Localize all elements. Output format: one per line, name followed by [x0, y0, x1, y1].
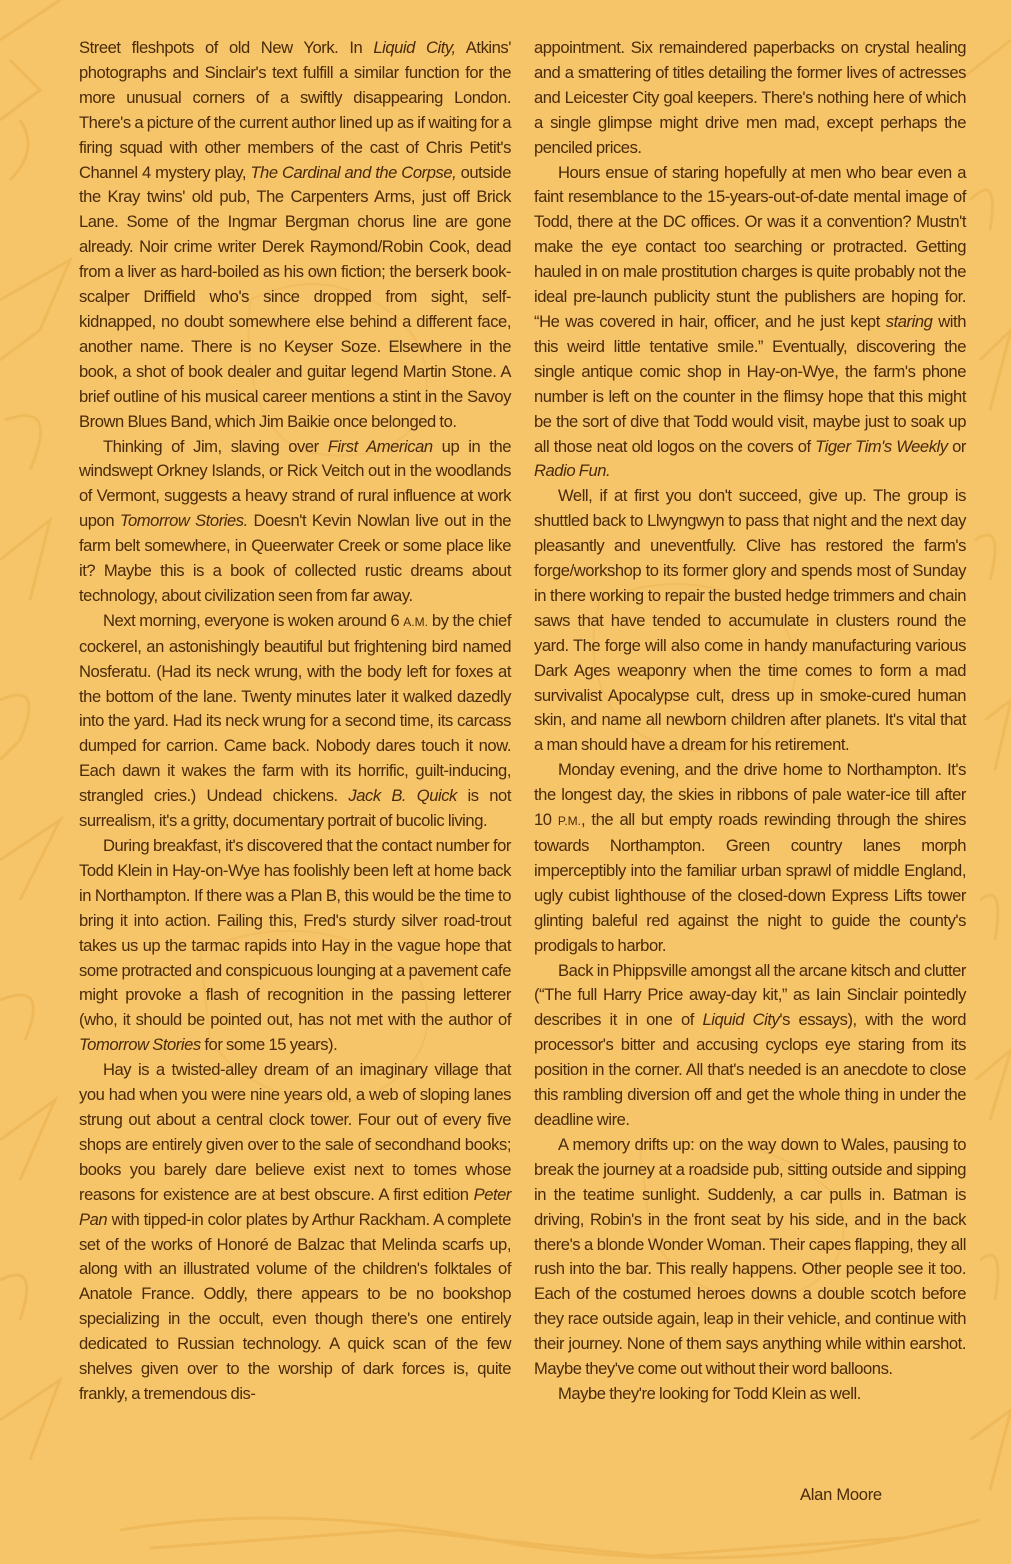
paragraph	[534, 1382, 966, 1407]
text-run: , the all but empty roads rewinding through the shires towards Northampton. Green country lanes morph imperceptibly into the familiar urban sprawl of middle England, ugly cubist lighthouse of the closed-down Express Lifts tower glinting baleful red against the night to guide the county's prodigals to harbor.	[534, 810, 967, 955]
text-run: Thinking of Jim, slaving over	[103, 436, 328, 456]
book-title: Peter Pan	[79, 1184, 511, 1229]
text-run: During breakfast, it's discovered that the contact number for Todd Klein in Hay-on-Wye has foolishly been left at home back in Northampton. If there was a Plan B, this would be the time to bring it into action. Failing this, Fred's sturdy silver road-trout takes us up the tarmac rapids into Hay in the vague hope that some protracted and conspicuous lounging at a pavement cafe might provoke a flash of recognition in the passing letterer (who, it should be pointed out, has not met with the author of	[79, 836, 511, 1030]
book-title: Liquid City	[702, 1010, 780, 1030]
emphasis: staring	[885, 311, 933, 331]
comic-title: Tomorrow Stories.	[119, 511, 248, 531]
paragraph	[534, 959, 966, 1133]
text-run: is not surrealism, it's a gritty, documentary portrait of bucolic living.	[79, 786, 511, 831]
paragraph	[534, 1133, 966, 1382]
play-title: The Cardinal and the Corpse,	[250, 162, 457, 182]
text-run: for some 15 years).	[200, 1035, 338, 1055]
text-run: Atkins' photographs and Sinclair's text fulfill a similar function for the more unusual corners of a swiftly disappearing London. There's a picture of the current author lined up as if waiting for a firing squad with other members of the cast of Chris Petit's Channel 4 mystery play,	[79, 38, 511, 182]
text-run: Maybe they're looking for Todd Klein as well.	[558, 1383, 861, 1403]
text-run: by the chief cockerel, an astonishingly beautiful but frightening bird named Nosferatu. (Had its neck wrung, with the body left for foxes at the bottom of the lane. Twenty minutes later it walked dazedly into the yard. Had its neck wrung for a second time, its carcass dumped for carrion. Came back. Nobody dares touch it now. Each dawn it wakes the farm with its horrific, guilt-inducing, strangled cries.) Undead chickens.	[79, 610, 511, 806]
text-run: up in the windswept Orkney Islands, or Rick Veitch out in the woodlands of Vermont, suggests a heavy strand of rural influence at work upon	[79, 436, 511, 531]
text-run: 's essays), with the word processor's bitter and accusing cyclops eye staring from its position in the corner. All that's needed is an anecdote to close this rambling diversion off and get the whole thing in under the deadline wire.	[534, 1010, 966, 1129]
paragraph	[534, 484, 966, 758]
paragraph	[79, 609, 511, 834]
paragraph	[534, 758, 966, 958]
text-run: with tipped-in color plates by Arthur Rackham. A complete set of the works of Honoré de Balzac that Melinda scarfs up, along with an illustrated volume of the children's folktales of Anatole France. Oddly, there appears to be no bookshop specializing in the occult, even though there's one entirely dedicated to Russian technology. A quick scan of the few shelves given over to the worship of dark forces is, quite frankly, a tremendous dis-	[79, 1209, 511, 1403]
text-run: Doesn't Kevin Nowlan live out in the farm belt somewhere, in Queerwater Creek or some place like it? Maybe this is a book of collected rustic dreams about technology, about civilization seen from far away.	[79, 511, 511, 605]
text-run: Next morning, everyone is woken around 6	[103, 610, 404, 630]
paragraph	[79, 834, 511, 1058]
text-run: Well, if at first you don't succeed, give up. The group is shuttled back to Llwyngwyn to pass that night and the next day pleasantly and uneventfully. Clive has restored the farm's forge/workshop to its former glory and spends most of Sunday in there working to repair the busted hedge trimmers and chain saws that have tended to accumulate in clusters round the yard. The forge will also come in handy manufacturing various Dark Ages weaponry when the time comes to form a mad survivalist Apocalypse cult, dress up in smoke-cured human skin, and name all newborn children after planets. It's vital that a man should have a dream for his retirement.	[534, 486, 966, 755]
text-run: Hay is a twisted-alley dream of an imaginary village that you had when you were nine years old, a web of sloping lanes strung out about a central clock tower. Four out of every five shops are entirely given over to the sale of secondhand books; books you barely dare believe exist next to tomes whose reasons for existence are at best obscure. A first edition	[79, 1060, 511, 1204]
comic-title: First American	[327, 436, 433, 456]
text-run: Monday evening, and the drive home to Northampton. It's the longest day, the skies in ribbons of pale water-ice till after 10	[534, 760, 966, 830]
right-column	[534, 36, 966, 1407]
paragraph	[534, 161, 966, 485]
text-run: Back in Phippsville amongst all the arcane kitsch and clutter (“The full Harry Price away-day kit,” as Iain Sinclair pointedly describes it in one of	[534, 960, 967, 1030]
text-run: or	[947, 436, 966, 456]
text-run: A memory drifts up: on the way down to Wales, pausing to break the journey at a roadside pub, sitting outside and sipping in the teatime sunlight. Suddenly, a car pulls in. Batman is driving, Robin's in the front seat by his side, and in the back there's a blonde Wonder Woman. Their capes flapping, they all rush into the bar. This really happens. Other people see it too. Each of the costumed heroes downs a double scotch before they race outside again, leap in their vehicle, and continue with their journey. None of them says anything while within earshot. Maybe they've come out without their word balloons.	[534, 1134, 966, 1379]
paragraph	[534, 36, 966, 161]
paragraph	[79, 36, 511, 435]
time-marker: P.M.	[557, 814, 581, 829]
author-signature: Alan Moore	[800, 1485, 882, 1504]
left-column	[79, 36, 511, 1407]
book-title: Liquid City,	[373, 38, 456, 57]
comic-title: Jack B. Quick	[348, 786, 457, 806]
text-run: Hours ensue of staring hopefully at men who bear even a faint resemblance to the 15-years-out-of-date mental image of Todd, there at the DC offices. Or was it a convention? Mustn't make the eye contact too searching or protracted. Getting hauled in on male prostitution charges is quite probably not the ideal pre-launch publicity stunt the publishers are hoping for. “He was covered in hair, officer, and he just kept	[534, 162, 966, 331]
comic-title: Radio Fun.	[534, 461, 611, 481]
text-run: with this weird little tentative smile.” Eventually, discovering the single antique comic shop in Hay-on-Wye, the farm's phone number is left on the counter in the flimsy hope that this might be the sort of dive that Todd would visit, maybe just to soak up all those neat old logos on the covers of	[534, 311, 966, 456]
time-marker: A.M.	[403, 614, 428, 629]
text-run: Street fleshpots of old New York. In	[79, 38, 374, 57]
paragraph	[79, 1058, 511, 1407]
comic-title: Tiger Tim's Weekly	[815, 436, 948, 456]
comic-title: Tomorrow Stories	[79, 1035, 201, 1055]
text-run: outside the Kray twins' old pub, The Carpenters Arms, just off Brick Lane. Some of the Ingmar Bergman chorus line are gone already. Noir crime writer Derek Raymond/Robin Cook, dead from a liver as hard-boiled as his own fiction; the berserk book-scalper Driffield who's since dropped from sight, self-kidnapped, no doubt somewhere else behind a different face, another name. There is no Keyser Soze. Elsewhere in the book, a shot of book dealer and guitar legend Martin Stone. A brief outline of his musical career mentions a stint in the Savoy Brown Blues Band, which Jim Baikie once belonged to.	[79, 162, 511, 431]
text-run: appointment. Six remaindered paperbacks on crystal healing and a smattering of titles detailing the former lives of actresses and Leicester City goal keepers. There's nothing here of which a single glimpse might drive men mad, except perhaps the penciled prices.	[534, 38, 966, 157]
paragraph	[79, 435, 511, 609]
